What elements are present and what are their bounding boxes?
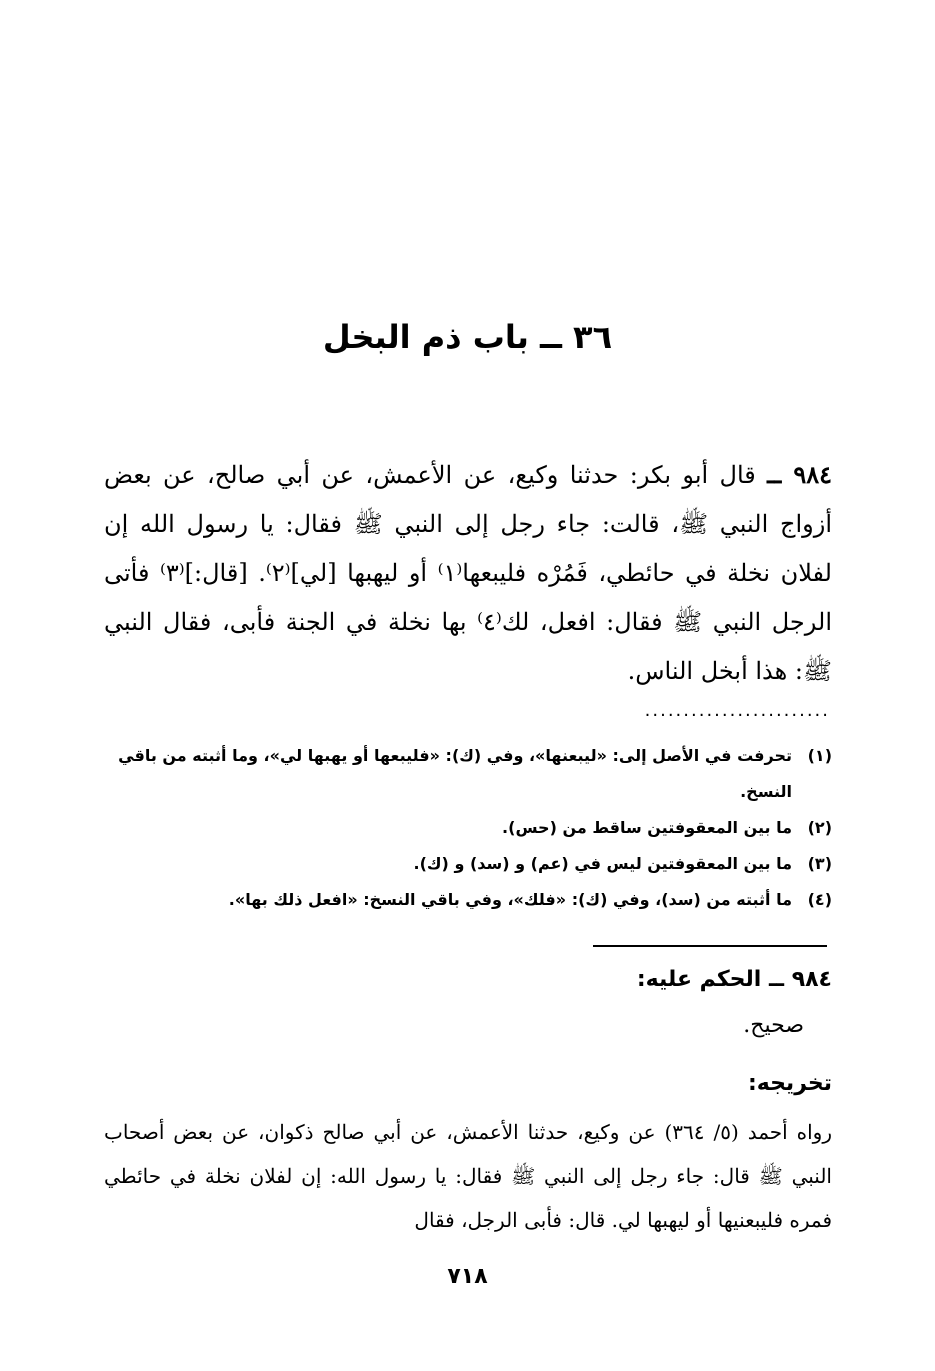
footnotes: [104, 738, 832, 918]
footnote-number: (١): [807, 746, 832, 765]
footnote-number: (٢): [807, 818, 832, 837]
footnote-2: [104, 810, 832, 846]
hadith-paragraph: [104, 450, 832, 696]
footnote-1: [104, 738, 832, 810]
footnote-number: (٣): [807, 854, 832, 873]
hadith-text: قال أبو بكر: حدثنا وكيع، عن الأعمش، عن أبي صالح، عن بعض أزواج النبي ﷺ، قالت: جاء رجل إلى النبي ﷺ فقال: يا رسول الله إن لفلان نخلة في حائطي، فَمُرْه فليبعها⁽١⁾ أو ليهبها [لي]⁽٢⁾. [قال:]⁽٣⁾ فأتى الرجل النبي ﷺ فقال: افعل، لك⁽٤⁾ بها نخلة في الجنة فأبى، فقال النبي ﷺ: هذا أبخل الناس.: [104, 461, 832, 685]
hadith-block: [104, 450, 832, 696]
footnote-4: [104, 882, 832, 918]
footnote-number: (٤): [807, 890, 832, 909]
footnote-text: تحرفت في الأصل إلى: «ليبعنها»، وفي (ك): «فليبعها أو يهبها لي»، وما أثبته من باقي النسخ.: [118, 746, 792, 801]
footnote-text: ما أثبته من (سد)، وفي (ك): «فلك»، وفي باقي النسخ: «افعل ذلك بها».: [228, 890, 792, 909]
ruling-text: صحيح.: [743, 1013, 804, 1038]
chapter-title: ٣٦ ــ باب ذم البخل: [322, 318, 613, 356]
footnote-3: [104, 846, 832, 882]
takhrij-block: [104, 1110, 832, 1242]
takhrij-heading: تخريجه:: [747, 1071, 832, 1096]
ruling-heading: ٩٨٤ ــ الحكم عليه:: [636, 967, 832, 992]
footnote-text: ما بين المعقوفتين ليس في (عم) و (سد) و (ك).: [413, 854, 792, 873]
footnote-text: ما بين المعقوفتين ساقط من (حس).: [502, 818, 792, 837]
hadith-number: ٩٨٤ ــ: [767, 460, 832, 489]
section-divider: [593, 945, 827, 947]
separator-dots: ........................: [644, 700, 830, 721]
takhrij-text: رواه أحمد (٥/ ٣٦٤) عن وكيع، حدثنا الأعمش، عن أبي صالح ذكوان، عن بعض أصحاب النبي ﷺ قال: جاء رجل إلى النبي ﷺ فقال: يا رسول الله: إن لفلان نخلة في حائطي فمره فليبعنيها أو ليهبها لي. قال: فأبى الرجل، فقال: [104, 1120, 832, 1232]
page-number: ٧١٨: [447, 1264, 488, 1289]
